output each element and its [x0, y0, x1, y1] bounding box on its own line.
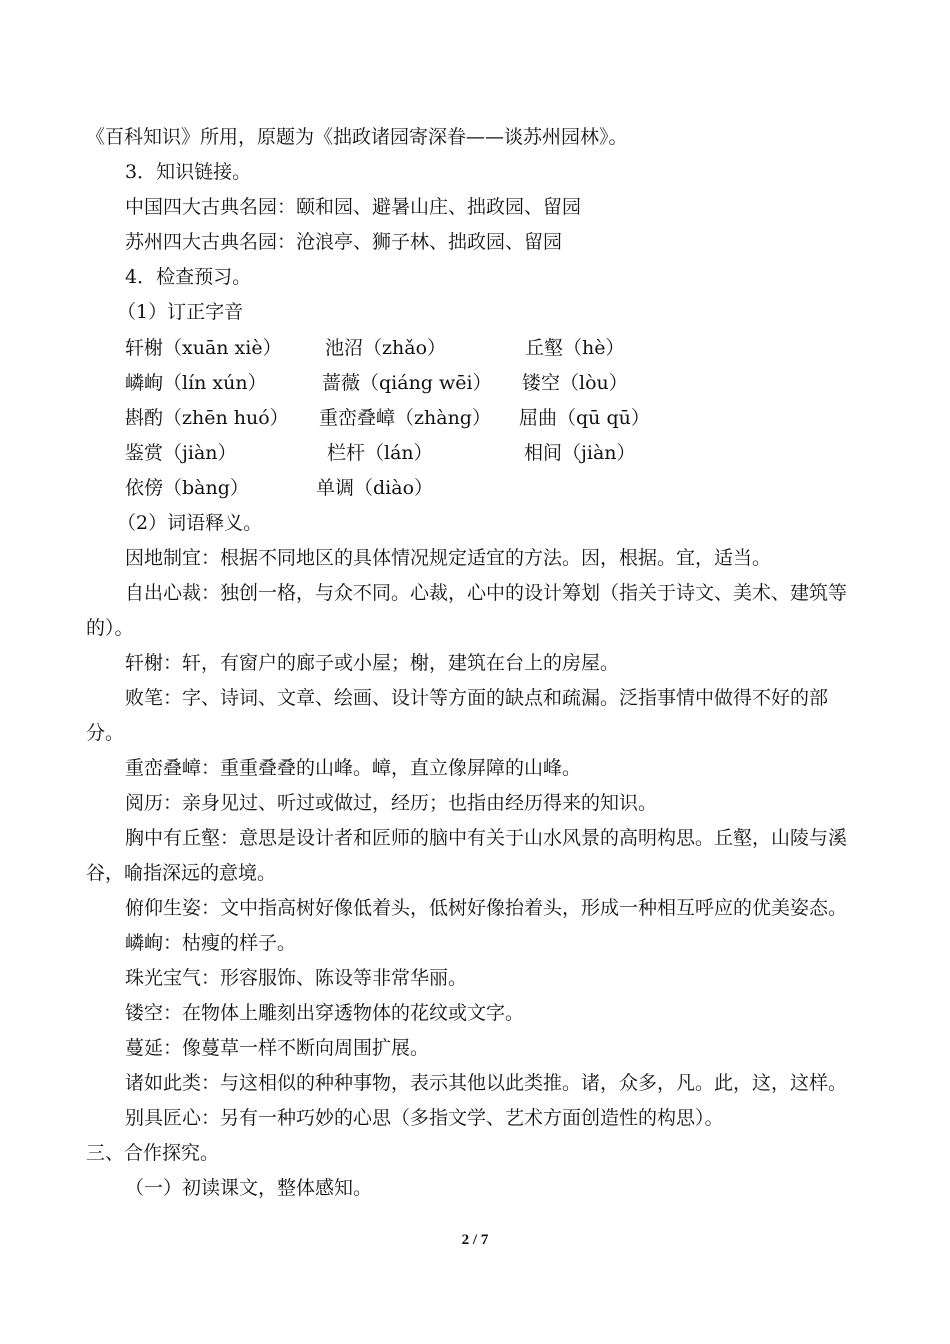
- text-line: 俯仰生姿：文中指高树好像低着头，低树好像抬着头，形成一种相互呼应的优美姿态。: [125, 897, 848, 919]
- text-line: 谷，喻指深远的意境。: [86, 862, 277, 884]
- text-line: 3．知识链接。: [125, 161, 252, 183]
- pinyin-item: 依傍（bàng）: [125, 477, 249, 499]
- text-line: 苏州四大古典名园：沧浪亭、狮子林、拙政园、留园: [125, 231, 563, 253]
- text-line: 蔓延：像蔓草一样不断向周围扩展。: [125, 1037, 430, 1059]
- pinyin-item: 池沼（zhǎo）: [325, 337, 447, 359]
- pinyin-item: 镂空（lòu）: [522, 372, 628, 394]
- pinyin-item: 重峦叠嶂（zhàng）: [319, 407, 491, 429]
- text-line: 败笔：字、诗词、文章、绘画、设计等方面的缺点和疏漏。泛指事情中做得不好的部: [125, 687, 829, 709]
- pinyin-item: 蔷薇（qiáng wēi）: [322, 372, 492, 394]
- pinyin-item: 相间（jiàn）: [524, 442, 636, 464]
- text-line: 镂空：在物体上雕刻出穿透物体的花纹或文字。: [125, 1002, 525, 1024]
- text-line: 诸如此类：与这相似的种种事物，表示其他以此类推。诸，众多，凡。此，这，这样。: [125, 1072, 848, 1094]
- pinyin-item: 栏杆（lán）: [327, 442, 433, 464]
- text-line: 4．检查预习。: [125, 266, 252, 288]
- page-number: 2 / 7: [461, 1232, 489, 1248]
- text-line: 中国四大古典名园：颐和园、避暑山庄、拙政园、留园: [125, 196, 582, 218]
- text-line: （2）词语释义。: [117, 512, 263, 534]
- text-line: 因地制宜：根据不同地区的具体情况规定适宜的方法。因，根据。宜，适当。: [125, 547, 772, 569]
- pinyin-item: 屈曲（qū qū）: [519, 407, 650, 429]
- section-heading: 三、合作探究。: [86, 1142, 220, 1164]
- text-line: 的）。: [86, 617, 134, 639]
- pinyin-item: 斟酌（zhēn huó）: [125, 407, 289, 429]
- pinyin-item: 轩榭（xuān xiè）: [125, 337, 282, 359]
- pinyin-item: 嶙峋（lín xún）: [125, 372, 267, 394]
- text-line: 重峦叠嶂：重重叠叠的山峰。嶂，直立像屏障的山峰。: [125, 757, 582, 779]
- text-line: 胸中有丘壑：意思是设计者和匠师的脑中有关于山水风景的高明构思。丘壑，山陵与溪: [125, 827, 848, 849]
- text-line: 自出心裁：独创一格，与众不同。心裁，心中的设计筹划（指关于诗文、美术、建筑等: [125, 582, 848, 604]
- pinyin-item: 丘壑（hè）: [525, 337, 625, 359]
- text-line: 珠光宝气：形容服饰、陈设等非常华丽。: [125, 967, 468, 989]
- pinyin-item: 单调（diào）: [316, 477, 434, 499]
- text-line: （1）订正字音: [117, 301, 244, 323]
- text-line: 分。: [86, 722, 125, 744]
- subsection-heading: （一）初读课文，整体感知。: [125, 1177, 373, 1199]
- pinyin-item: 鉴赏（jiàn）: [125, 442, 237, 464]
- text-line: 别具匠心：另有一种巧妙的心思（多指文学、艺术方面创造性的构思）。: [125, 1107, 724, 1129]
- text-line: 嶙峋：枯瘦的样子。: [125, 932, 297, 954]
- text-line: 轩榭：轩，有窗户的廊子或小屋；榭，建筑在台上的房屋。: [125, 652, 620, 674]
- text-line: 《百科知识》所用，原题为《拙政诸园寄深眷——谈苏州园林》。: [86, 126, 628, 148]
- text-line: 阅历：亲身见过、听过或做过，经历；也指由经历得来的知识。: [125, 792, 658, 814]
